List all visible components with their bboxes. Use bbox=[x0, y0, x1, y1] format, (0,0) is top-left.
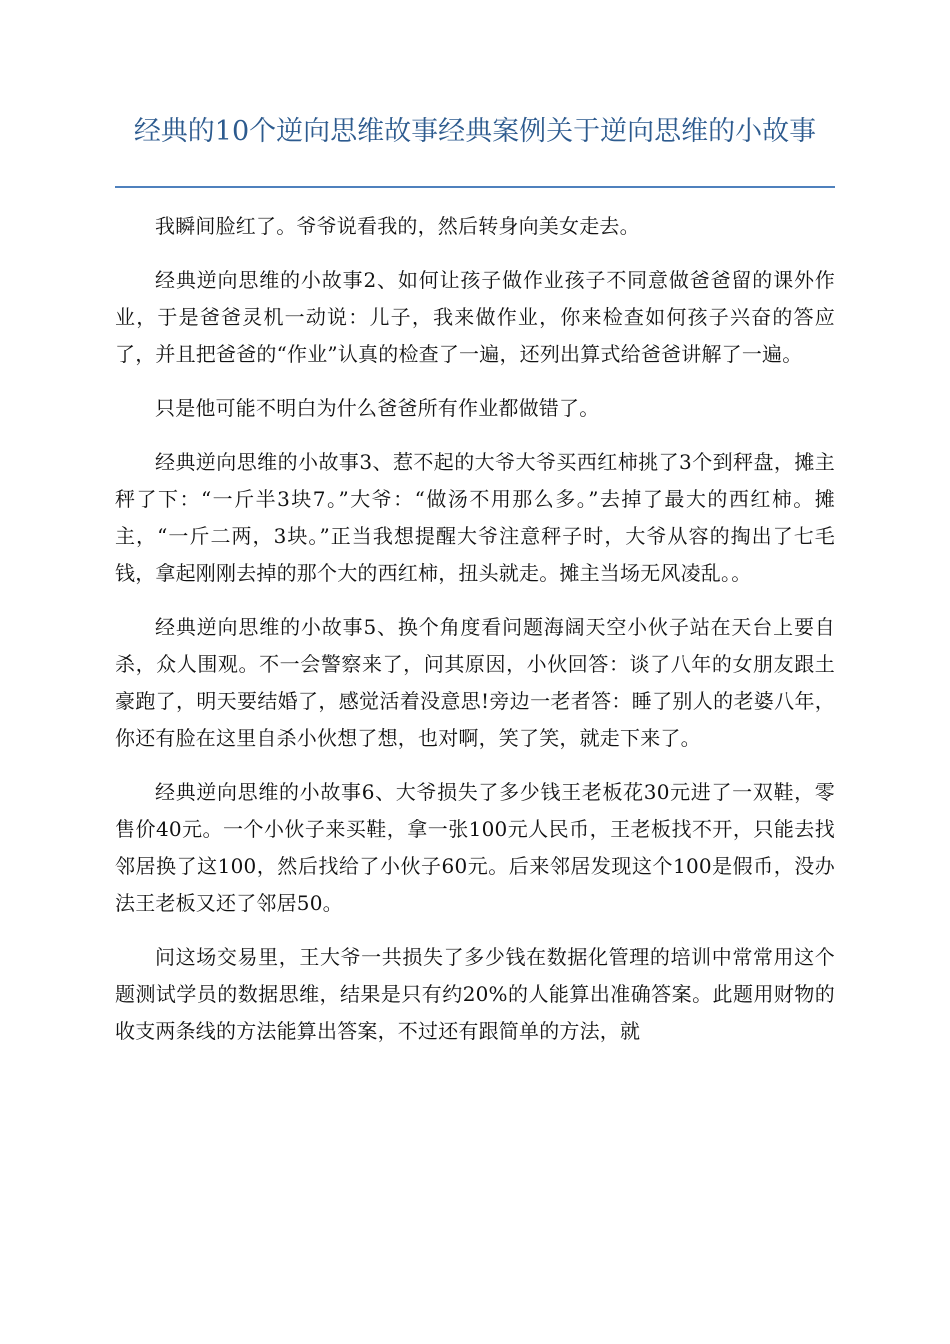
document-body bbox=[115, 208, 835, 1067]
document-title: 经典的10个逆向思维故事经典案例关于逆向思维的小故事 bbox=[133, 116, 817, 147]
title-underline bbox=[115, 186, 835, 188]
paragraph-5: 经典逆向思维的小故事5、换个角度看问题海阔天空小伙子站在天台上要自杀，众人围观。不一会警察来了，问其原因，小伙回答：谈了八年的女朋友跟土豪跑了，明天要结婚了，感觉活着没意思!旁边一老者答：睡了别人的老婆八年，你还有脸在这里自杀小伙想了想，也对啊，笑了笑，就走下来了。 bbox=[115, 615, 835, 750]
paragraph-2: 经典逆向思维的小故事2、如何让孩子做作业孩子不同意做爸爸留的课外作业，于是爸爸灵机一动说：儿子，我来做作业，你来检查如何孩子兴奋的答应了，并且把爸爸的“作业”认真的检查了一遍，还列出算式给爸爸讲解了一遍。 bbox=[115, 268, 835, 366]
paragraph-6: 经典逆向思维的小故事6、大爷损失了多少钱王老板花30元进了一双鞋，零售价40元。一个小伙子来买鞋，拿一张100元人民币，王老板找不开，只能去找邻居换了这100，然后找给了小伙子60元。后来邻居发现这个100是假币，没办法王老板又还了邻居50。 bbox=[115, 780, 835, 915]
paragraph-1: 我瞬间脸红了。爷爷说看我的，然后转身向美女走去。 bbox=[155, 214, 640, 238]
paragraph-7: 问这场交易里，王大爷一共损失了多少钱在数据化管理的培训中常常用这个题测试学员的数据思维，结果是只有约20%的人能算出准确答案。此题用财物的收支两条线的方法能算出答案，不过还有跟简单的方法，就 bbox=[115, 945, 835, 1043]
paragraph-3: 只是他可能不明白为什么爸爸所有作业都做错了。 bbox=[155, 396, 600, 420]
paragraph-4: 经典逆向思维的小故事3、惹不起的大爷大爷买西红柿挑了3个到秤盘，摊主秤了下：“一斤半3块7。”大爷：“做汤不用那么多。”去掉了最大的西红柿。摊主，“一斤二两，3块。”正当我想提醒大爷注意秤子时，大爷从容的掏出了七毛钱，拿起刚刚去掉的那个大的西红柿，扭头就走。摊主当场无风凌乱。。 bbox=[115, 450, 835, 585]
